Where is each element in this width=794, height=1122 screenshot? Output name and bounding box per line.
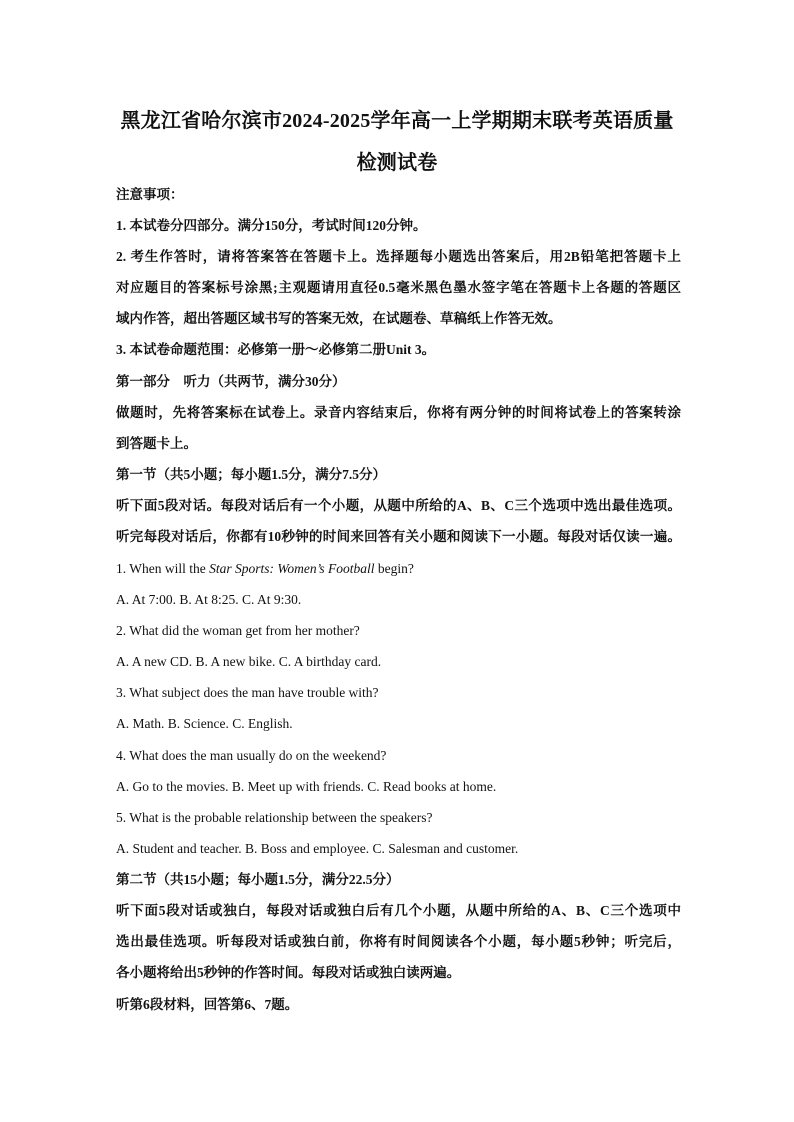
question-1-options: A. At 7:00. B. At 8:25. C. At 9:30. <box>116 592 302 607</box>
section2-heading: 第二节（共15小题；每小题1.5分，满分22.5分） <box>116 872 400 887</box>
question-1-program-title: Star Sports: Women’s Football <box>209 561 375 576</box>
material-6-instruction: 听第6段材料，回答第6、7题。 <box>116 997 299 1012</box>
question-1-prefix: 1. When will the <box>116 561 210 576</box>
question-3: 3. What subject does the man have trouble with? <box>116 685 379 700</box>
part1-instruction-line-2: 到答题卡上。 <box>116 436 197 451</box>
notes-heading: 注意事项： <box>116 187 184 202</box>
notes-item-3: 3. 本试卷命题范围：必修第一册～必修第二册Unit 3。 <box>116 342 436 357</box>
question-4-options: A. Go to the movies. B. Meet up with friends. C. Read books at home. <box>116 779 497 794</box>
section1-heading: 第一节（共5小题；每小题1.5分，满分7.5分） <box>116 467 386 482</box>
part1-instruction-line-1: 做题时，先将答案标在试卷上。录音内容结束后，你将有两分钟的时间将试卷上的答案转涂 <box>116 405 681 420</box>
question-3-options: A. Math. B. Science. C. English. <box>116 716 293 731</box>
question-4: 4. What does the man usually do on the weekend? <box>116 748 387 763</box>
part1-heading: 第一部分 听力（共两节，满分30分） <box>116 374 346 389</box>
question-2: 2. What did the woman get from her mother? <box>116 623 360 638</box>
notes-item-2-line-3: 域内作答，超出答题区域书写的答案无效，在试题卷、草稿纸上作答无效。 <box>116 311 562 326</box>
notes-item-2-line-2: 对应题目的答案标号涂黑;主观题请用直径0.5毫米黑色墨水签字笔在答题卡上各题的答题区 <box>116 280 681 295</box>
exam-title-line-2: 检测试卷 <box>356 152 438 174</box>
question-2-options: A. A new CD. B. A new bike. C. A birthday card. <box>116 654 382 669</box>
question-1 <box>116 560 414 578</box>
section2-instruction-line-3: 各小题将给出5秒钟的作答时间。每段对话或独白读两遍。 <box>116 965 461 980</box>
notes-item-2-line-1: 2. 考生作答时，请将答案答在答题卡上。选择题每小题选出答案后，用2B铅笔把答题卡上 <box>116 249 681 264</box>
question-5: 5. What is the probable relationship between the speakers? <box>116 810 433 825</box>
notes-item-1: 1. 本试卷分四部分。满分150分，考试时间120分钟。 <box>116 218 427 233</box>
exam-title-line-1: 黑龙江省哈尔滨市2024-2025学年高一上学期期末联考英语质量 <box>120 110 674 132</box>
section1-instruction-line-1: 听下面5段对话。每段对话后有一个小题，从题中所给的A、B、C三个选项中选出最佳选项。 <box>116 498 681 513</box>
question-5-options: A. Student and teacher. B. Boss and employee. C. Salesman and customer. <box>116 841 519 856</box>
section1-instruction-line-2: 听完每段对话后，你都有10秒钟的时间来回答有关小题和阅读下一小题。每段对话仅读一遍。 <box>116 529 681 544</box>
question-1-suffix: begin? <box>374 561 414 576</box>
section2-instruction-line-1: 听下面5段对话或独白，每段对话或独白后有几个小题，从题中所给的A、B、C三个选项中 <box>116 903 681 918</box>
section2-instruction-line-2: 选出最佳选项。听每段对话或独白前，你将有时间阅读各个小题，每小题5秒钟；听完后， <box>116 934 681 949</box>
